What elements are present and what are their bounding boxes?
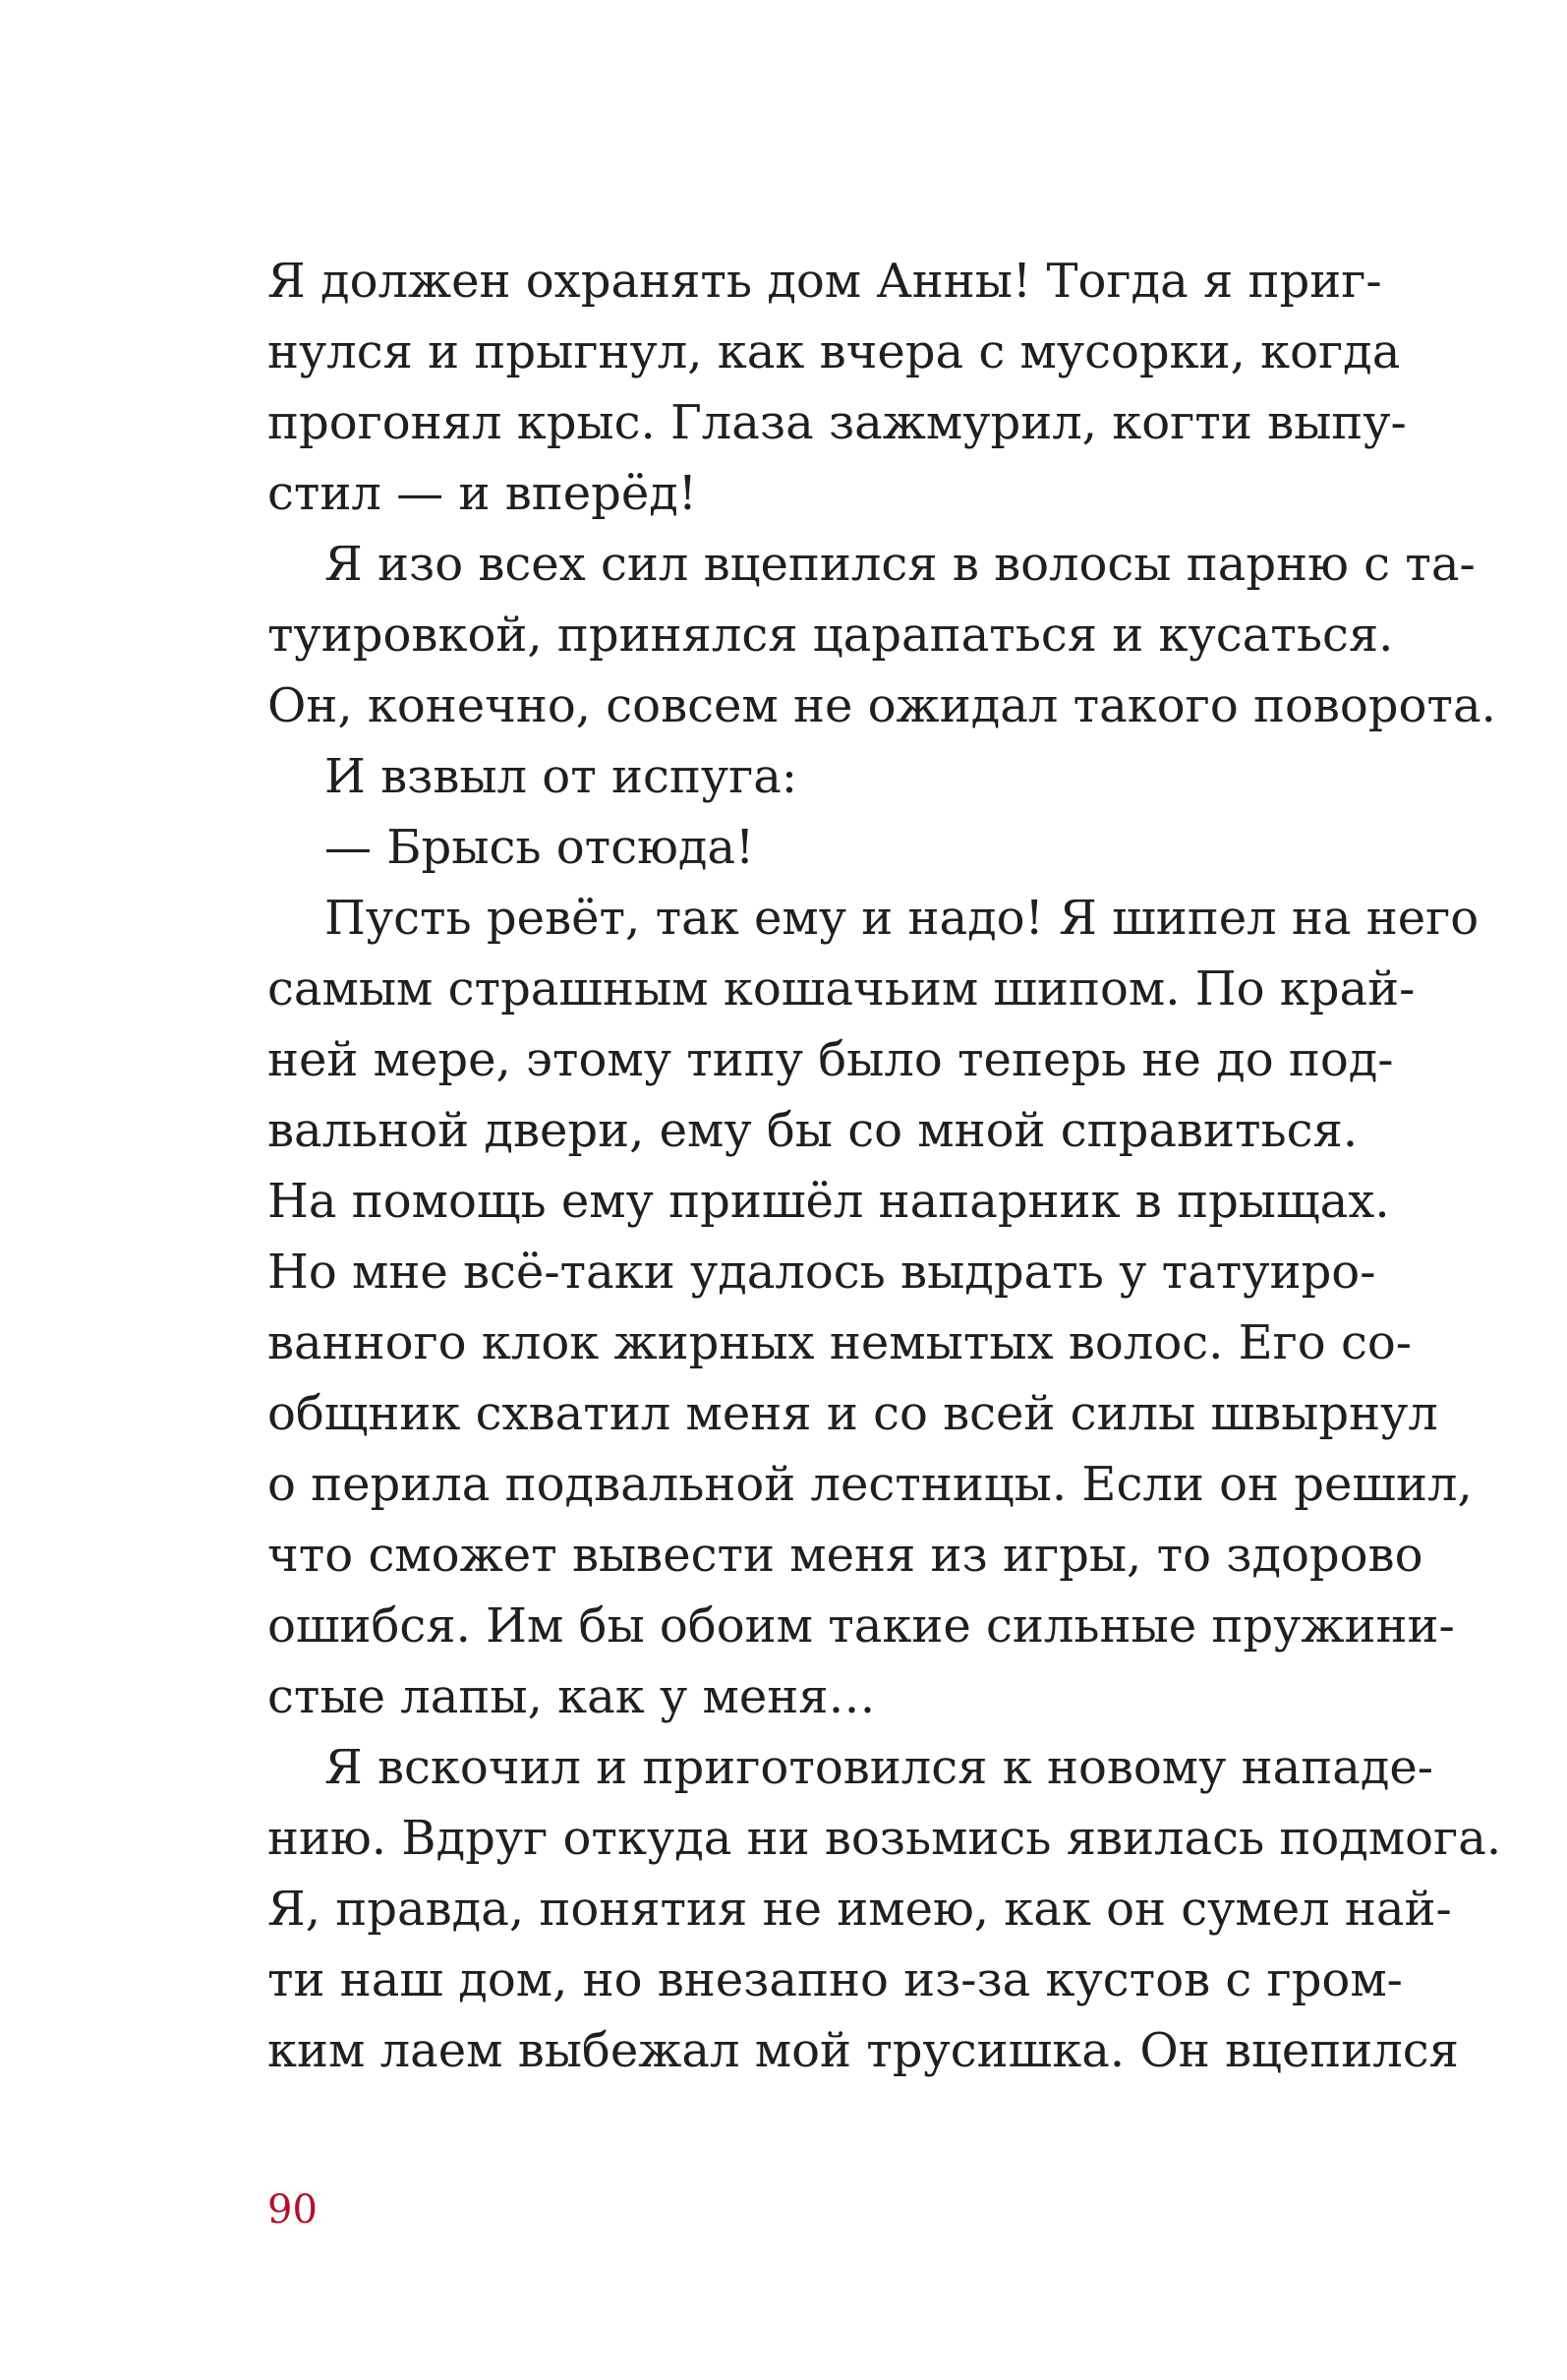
text-line: И взвыл от испуга:: [324, 749, 798, 804]
text-line: что сможет вывести меня из игры, то здорово: [267, 1528, 1423, 1583]
text-line: На помощь ему пришёл напарник в прыщах.: [267, 1174, 1390, 1229]
text-line: самым страшным кошачьим шипом. По край-: [267, 961, 1416, 1016]
text-line: — Брысь отсюда!: [324, 820, 755, 875]
text-line: Я должен охранять дом Анны! Тогда я приг-: [267, 254, 1382, 309]
text-line: о перила подвальной лестницы. Если он решил,: [267, 1457, 1473, 1512]
text-line: прогонял крыс. Глаза зажмурил, когти выпу-: [267, 395, 1407, 450]
text-line: нулся и прыгнул, как вчера с мусорки, когда: [267, 324, 1401, 379]
text-line: Я вскочил и приготовился к новому нападе-: [324, 1740, 1433, 1795]
text-line: ошибся. Им бы обоим такие сильные пружини-: [267, 1598, 1455, 1654]
text-line: Пусть ревёт, так ему и надо! Я шипел на него: [324, 891, 1480, 946]
text-line: общник схватил меня и со всей силы швырнул: [267, 1386, 1438, 1441]
text-line: ким лаем выбежал мой трусишка. Он вцепился: [267, 2023, 1459, 2078]
text-line: Я, правда, понятия не имею, как он сумел най-: [267, 1882, 1452, 1937]
text-line: ванного клок жирных немытых волос. Его со-: [267, 1315, 1412, 1370]
text-line: стил — и вперёд!: [267, 466, 698, 521]
text-line: стые лапы, как у меня…: [267, 1669, 876, 1724]
text-line: нию. Вдруг откуда ни возьмись явилась подмога.: [267, 1811, 1502, 1866]
text-line: Я изо всех сил вцепился в волосы парню с та-: [324, 537, 1476, 592]
text-line: вальной двери, ему бы со мной справиться.: [267, 1103, 1359, 1158]
body-text: [267, 246, 1502, 2086]
text-line: Он, конечно, совсем не ожидал такого поворота.: [267, 678, 1496, 733]
text-line: ти наш дом, но внезапно из-за кустов с гром-: [267, 1952, 1403, 2007]
text-line: ней мере, этому типу было теперь не до под-: [267, 1032, 1394, 1087]
page-number: 90: [267, 2187, 318, 2233]
text-line: туировкой, принялся царапаться и кусаться.: [267, 608, 1394, 663]
text-line: Но мне всё-таки удалось выдрать у татуиро-: [267, 1245, 1376, 1300]
